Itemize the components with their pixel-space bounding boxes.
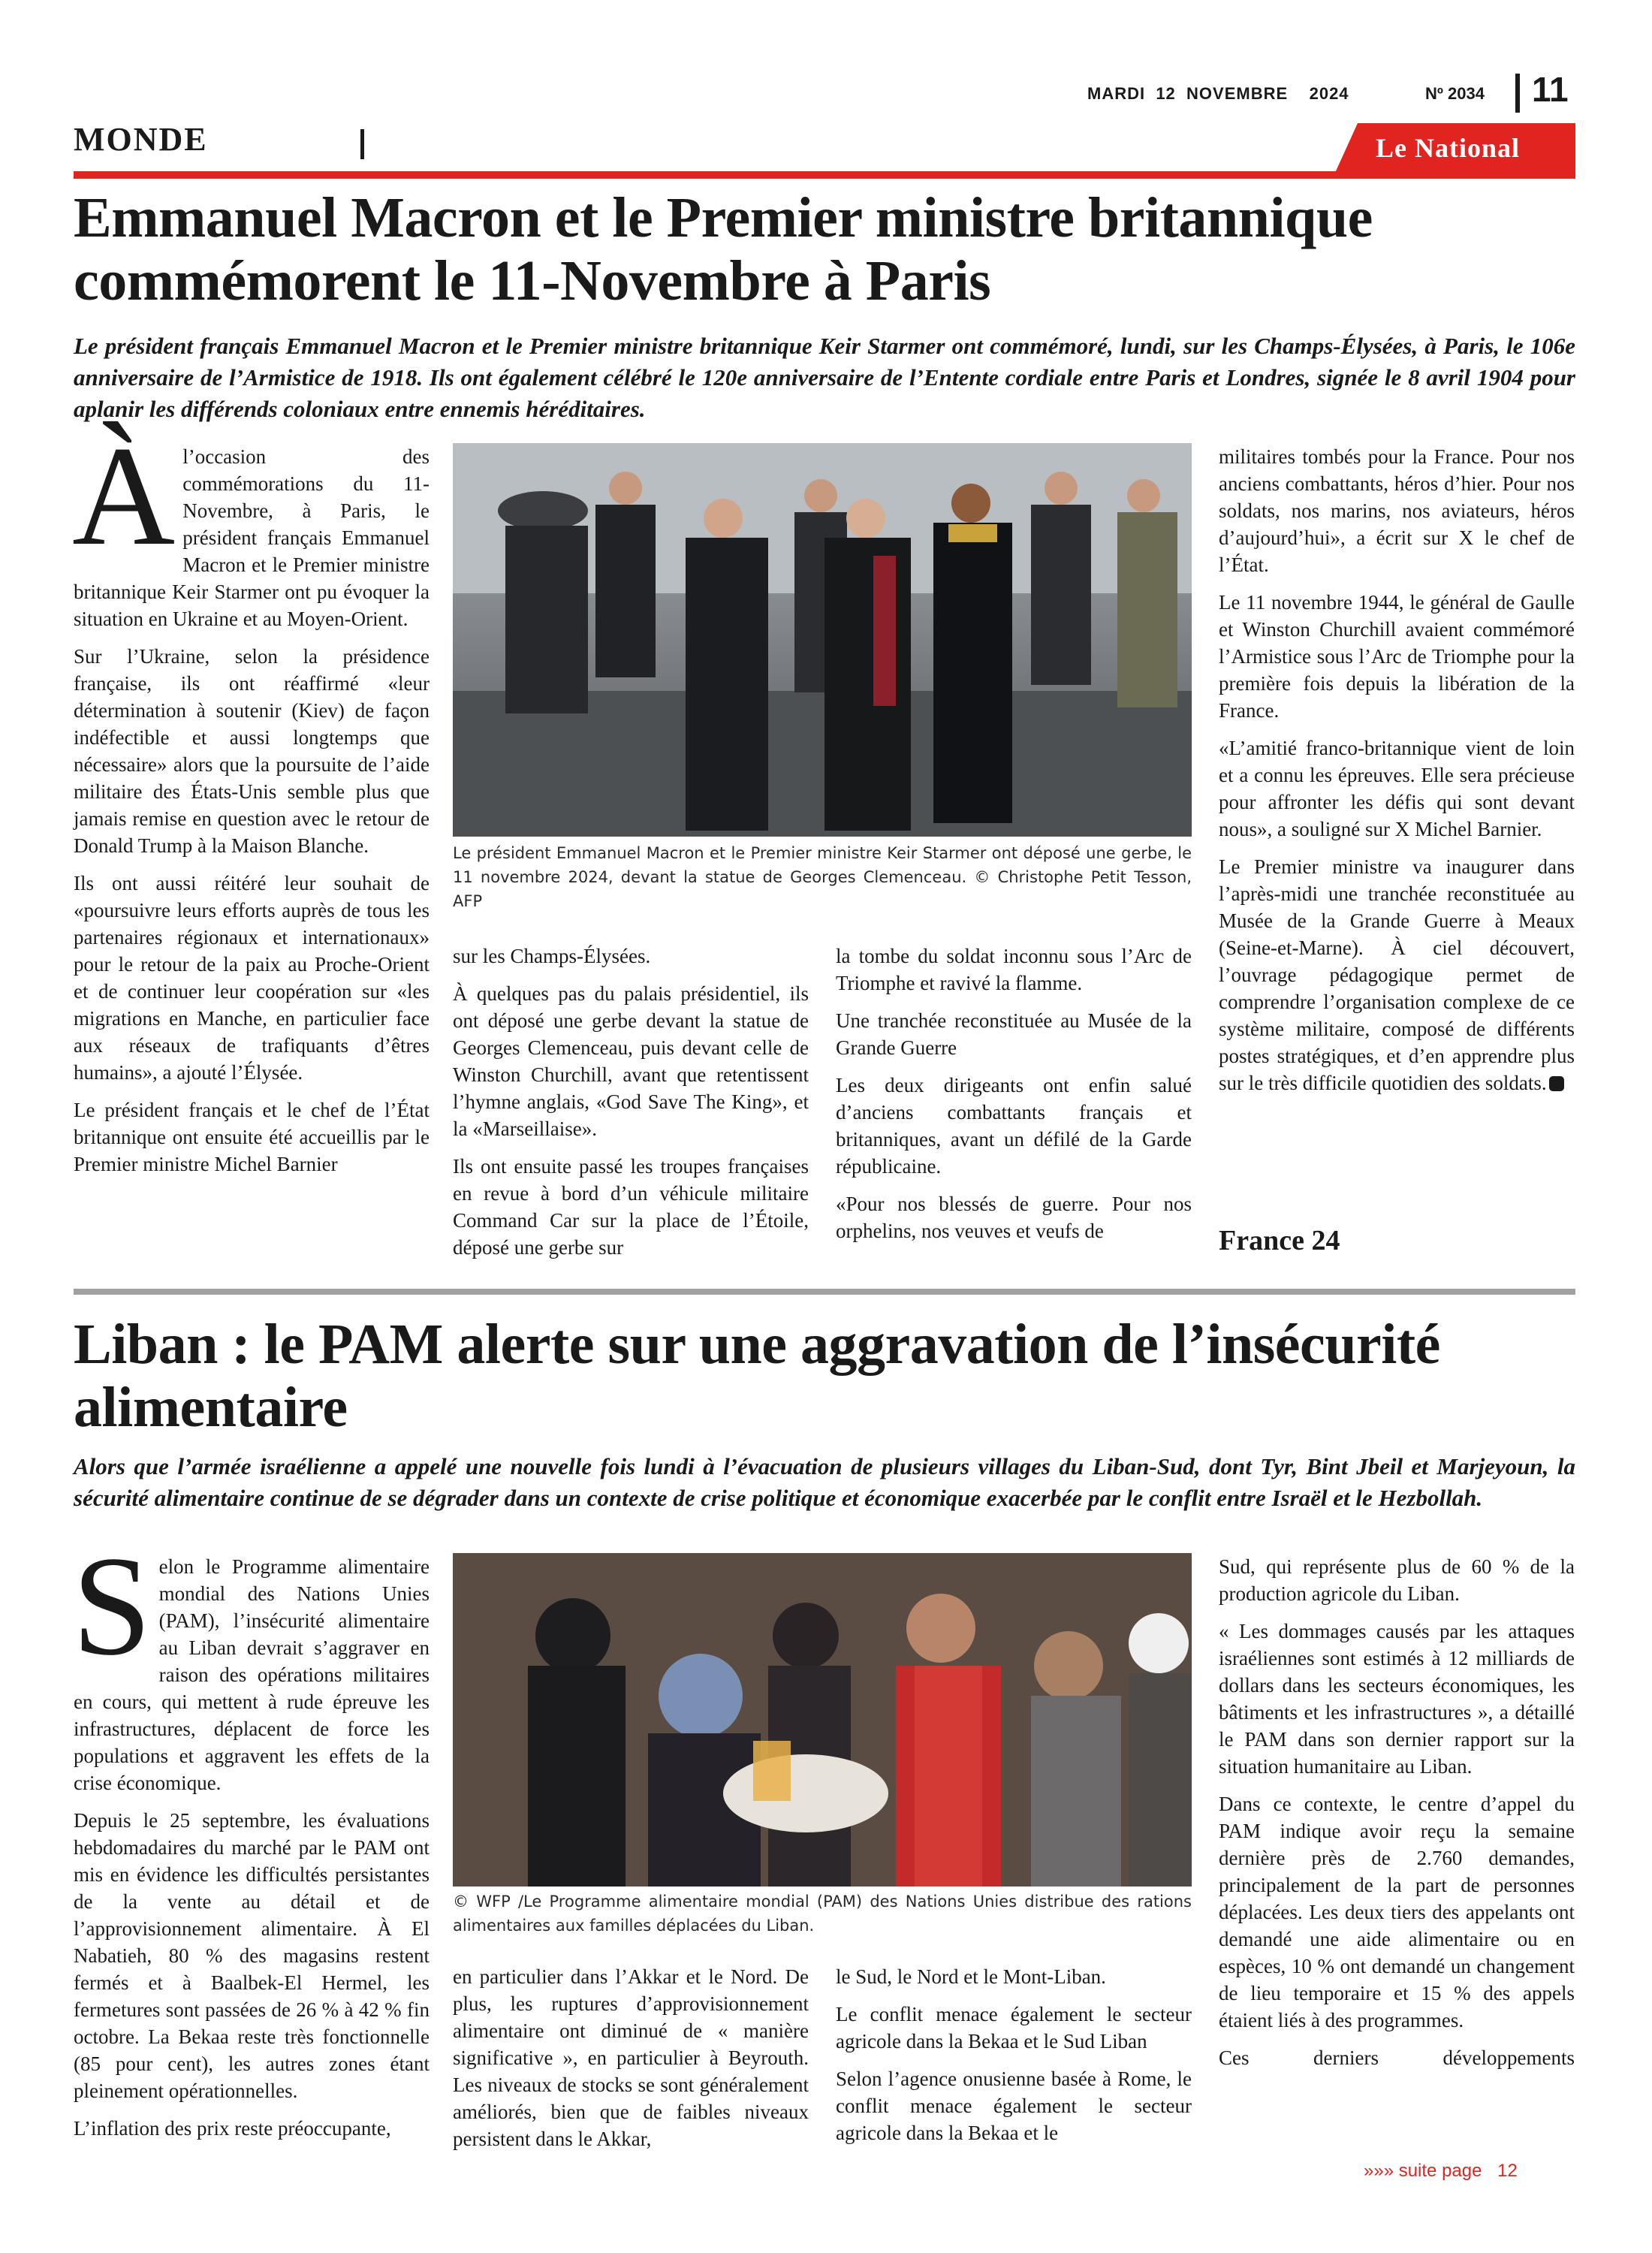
food-distribution-photo-caption: © WFP /Le Programme alimentaire mondial (PAM) des Nations Unies distribue des rations alimentaires aux familles déplacées du Liban. (453, 1893, 1192, 1935)
issue-date: MARDI 12 NOVEMBRE 2024 (1087, 84, 1349, 103)
article2-lead: Alors que l’armée israélienne a appelé une nouvelle fois lundi à l’évacuation de plusieurs villages du Liban-Sud, dont Tyr, Bint Jbeil et Marjeyoun, la sécurité alimentaire continue de se dégrader dans un contexte de crise politique et économique exacerbée par le conflit entre Israël et le Hezbollah. (74, 1453, 1575, 1511)
paragraph: sur les Champs-Élysées. (453, 945, 651, 967)
continued-link[interactable] (1364, 2161, 1518, 2182)
article1-column-2 (453, 943, 809, 1271)
paragraph: Dans ce contexte, le centre d’appel du PAM indique avoir reçu la semaine dernière près de 2.760 demandes, principalement de la part de personnes déplacées. Les deux tiers des appelants ont demandé une aide alimentaire ou en espèces, 10 % ont demandé un changement de lieu temporaire et 15 % des appels étaient liés à des programmes. (1219, 1793, 1575, 2031)
continued-page: 12 (1497, 2161, 1518, 2181)
subheading: Le conflit menace également le secteur agricole dans la Bekaa et le Sud Liban (836, 2003, 1192, 2052)
continued-label: »»» suite page (1364, 2161, 1482, 2181)
article1-title: Emmanuel Macron et le Premier ministre britannique commémorent le 11-Novembre à Paris (74, 186, 1373, 312)
issue-number: Nº 2034 (1425, 84, 1485, 103)
paragraph: Sur l’Ukraine, selon la présidence française, ils ont réaffirmé «leur détermination à soutenir (Kiev) de façon indéfectible et aussi longtemps que nécessaire» alors que la poursuite de l’aide militaire des États-Unis semble plus que jamais remise en question avec le retour de Donald Trump à la Maison Blanche. (74, 645, 430, 857)
paragraph: Ils ont aussi réitéré leur souhait de «poursuivre leurs efforts auprès de tous les partenaires régionaux et internationaux» pour le retour de la paix au Proche-Orient et de continuer leur coopération sur «les migrations en Manche, en particulier face aux réseaux de trafiquants d’êtres humains», a ajouté l’Élysée. (74, 872, 430, 1084)
article2-column-3 (836, 1963, 1192, 2157)
paragraph: Le président français et le chef de l’État britannique ont ensuite été accueillis par le Premier ministre Michel Barnier (74, 1099, 430, 1175)
paragraph: Le 11 novembre 1944, le général de Gaulle et Winston Churchill avaient commémoré l’Armistice sous l’Arc de Triomphe pour la première fois depuis la libération de la France. (1219, 591, 1575, 722)
article2-column-1 (72, 1528, 430, 2152)
article1-column-3 (836, 943, 1192, 1255)
article2-column-4 (1219, 1553, 1575, 2082)
commemoration-photo-illustration (453, 443, 1192, 837)
paragraph: en particulier dans l’Akkar et le Nord. De plus, les ruptures d’approvisionnement alimentaire ont diminué de « manière significative », en particulier à Beyrouth. Les niveaux de stocks se sont généralement améliorés, bien que de faibles niveaux persistent dans le Akkar, (453, 1965, 809, 2150)
food-distribution-photo-illustration (453, 1553, 1192, 1887)
paragraph: l’occasion des commémorations du 11-Novembre, à Paris, le président français Emmanuel Macron et le Premier ministre britannique Keir Starmer ont pu évoquer la situation en Ukraine et au Moyen-Orient. (74, 445, 430, 630)
paragraph: Depuis le 25 septembre, les évaluations hebdomadaires du marché par le PAM ont mis en évidence les difficultés persistantes de la vente au détail et de l’approvisionnement alimentaire. À El Nabatieh, 80 % des magasins restent fermés et à Baalbek-El Hermel, les fermetures sont passées de 26 % à 42 % fin octobre. La Bekaa reste très fonctionnelle (85 pour cent), les autres zones étant pleinement opérationnelles. (74, 1809, 430, 2102)
header-rule (74, 171, 1575, 179)
food-distribution-photo (453, 1553, 1192, 1887)
paragraph: Les deux dirigeants ont enfin salué d’anciens combattants français et britanniques, avant un défilé de la Garde républicaine. (836, 1074, 1192, 1178)
paragraph: « Les dommages causés par les attaques israéliennes sont estimés à 12 milliards de dollars dans les secteurs économiques, les bâtiments et les infrastructures », a détaillé le PAM dans son dernier rapport sur la situation humanitaire au Liban. (1219, 1620, 1575, 1778)
paragraph: Ces derniers développements (1219, 2046, 1575, 2069)
header-divider (1515, 74, 1520, 113)
commemoration-photo-caption: Le président Emmanuel Macron et le Premier ministre Keir Starmer ont déposé une gerbe, le 11 novembre 2024, devant la statue de Georges Clemenceau. © Christophe Petit Tesson, AFP (453, 844, 1192, 910)
paragraph: la tombe du soldat inconnu sous l’Arc de Triomphe et ravivé la flamme. (836, 945, 1192, 994)
article1-lead: Le président français Emmanuel Macron et le Premier ministre britannique Keir Starmer ont commémoré, lundi, sur les Champs-Élysées, à Paris, le 106e anniversaire de l’Armistice de 1918. Ils ont également célébré le 120e anniversaire de l’Entente cordiale entre Paris et Londres, signée le 8 avril 1904 pour aplanir les différends coloniaux entre ennemis héréditaires. (74, 333, 1575, 422)
paragraph: Ils ont ensuite passé les troupes françaises en revue à bord d’un véhicule militaire Command Car sur la place de l’Étoile, déposé une gerbe sur (453, 1155, 809, 1259)
paragraph: L’inflation des prix reste préoccupante, (74, 2117, 391, 2140)
brand-name: Le National (1376, 133, 1521, 163)
paragraph: À quelques pas du palais présidentiel, ils ont déposé une gerbe devant la statue de Georges Clemenceau, puis devant celle de Winston Churchill, avant que retentissent l’hymne anglais, «God Save The King», et la «Marseillaise». (453, 982, 809, 1140)
paragraph: elon le Programme alimentaire mondial des Nations Unies (PAM), l’insécurité alimentaire au Liban devrait s’aggraver en raison des opérations militaires en cours, qui mettent à rude épreuve les infrastructures, déplacent de force les populations et aggravent les effets de la crise économique. (74, 1555, 430, 1794)
section-label: MONDE (74, 121, 208, 158)
paragraph: le Sud, le Nord et le Mont-Liban. (836, 1965, 1106, 1988)
section-divider (360, 129, 364, 159)
page-number: 11 (1532, 70, 1569, 109)
paragraph: militaires tombés pour la France. Pour nos anciens combattants, héros d’hier. Pour nos soldats, nos marins, nos aviateurs, héros d’aujourd’hui», a écrit sur X le chef de l’État. (1219, 445, 1575, 576)
paragraph: «Pour nos blessés de guerre. Pour nos orphelins, nos veuves et veufs de (836, 1193, 1192, 1242)
article2-title: Liban : le PAM alerte sur une aggravation de l’insécurité alimentaire (74, 1313, 1440, 1439)
end-mark-icon (1549, 1076, 1564, 1091)
subheading: Une tranchée reconstituée au Musée de la Grande Guerre (836, 1009, 1192, 1059)
article2-dropcap: S (72, 1528, 152, 1685)
paragraph: Le Premier ministre va inaugurer dans l’après-midi une tranchée reconstituée au Musée de la Grande Guerre à Meaux (Seine-et-Marne). À ciel découvert, l’ouvrage pédagogique permet de comprendre l’organisation complexe de ce système militaire, composé de différents postes stratégiques, et d’en apprendre plus sur le très difficile quotidien des soldats. (1219, 855, 1575, 1094)
commemoration-photo (453, 443, 1192, 837)
paragraph: «L’amitié franco-britannique vient de loin et a connu les épreuves. Elle sera précieuse pour affronter les défis qui sont devant nous», a souligné sur X Michel Barnier. (1219, 737, 1575, 840)
article1-column-1 (72, 418, 430, 1188)
paragraph: Sud, qui représente plus de 60 % de la production agricole du Liban. (1219, 1555, 1575, 1605)
article2-column-2 (453, 1963, 809, 2163)
article1-column-4 (1219, 443, 1575, 1107)
article1-dropcap: À (72, 418, 176, 575)
paragraph: Selon l’agence onusienne basée à Rome, le conflit menace également le secteur agricole dans la Bekaa et le (836, 2068, 1192, 2144)
article1-source: France 24 (1219, 1225, 1340, 1256)
article-divider (74, 1289, 1575, 1295)
